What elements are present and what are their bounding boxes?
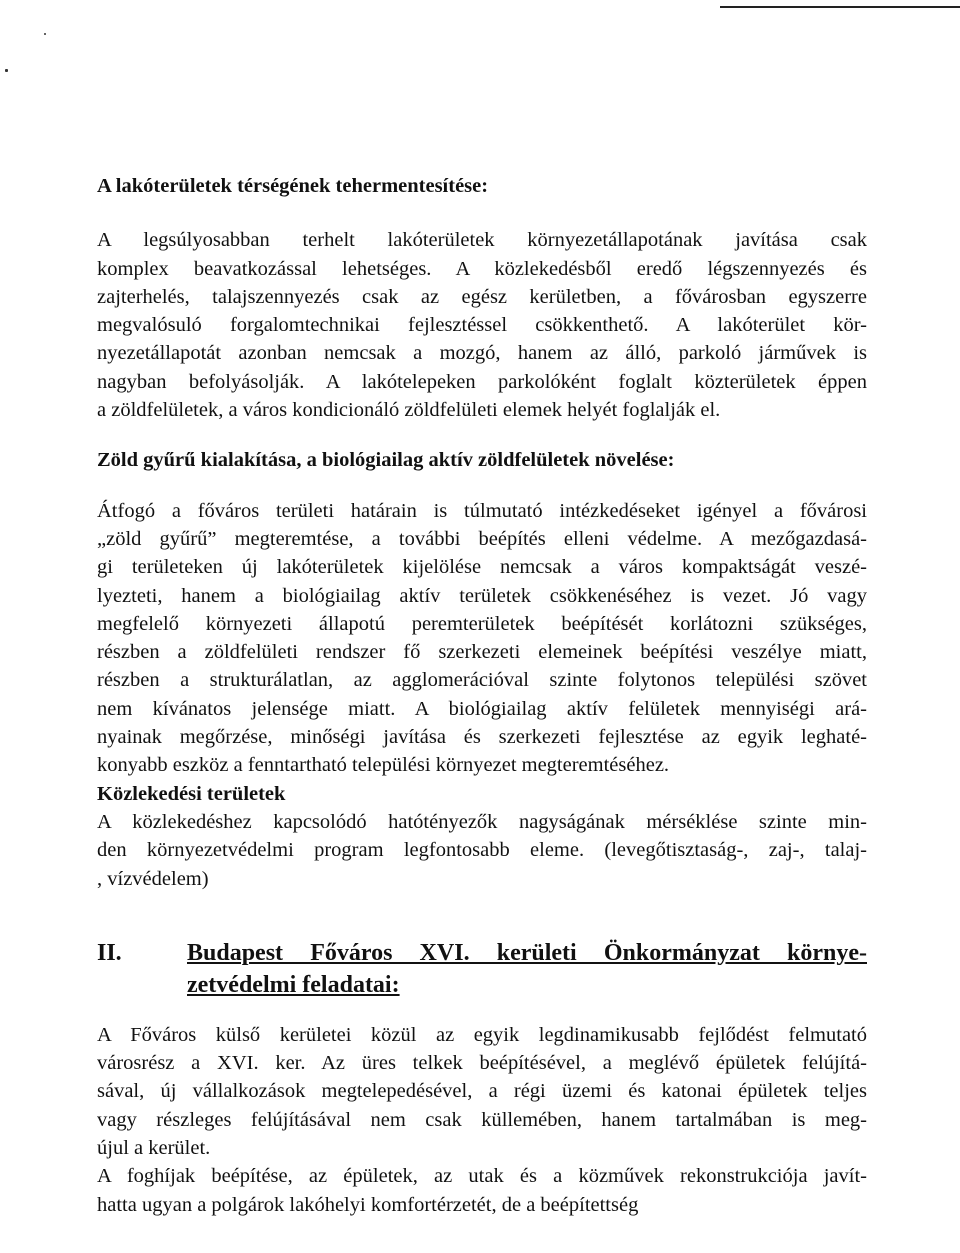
text-line: A Főváros külső kerületei közül az egyik legdinamikusabb fejlődést felmutató <box>97 1023 867 1046</box>
text-line: konyabb eszköz a fenntartható települési környezet megteremtéséhez. <box>97 754 670 777</box>
text-line: megfelelő környezeti állapotú peremterületek beépítését korlátozni szükséges, <box>97 612 867 635</box>
text-line: A legsúlyosabban terhelt lakóterületek környezetállapotának javítása csak <box>97 229 867 252</box>
text-line: újul a kerület. <box>97 1137 211 1160</box>
text-line: nagyban befolyásolják. A lakótelepeken parkolóként foglalt közterületek éppen <box>97 370 867 393</box>
text-line: nyezetállapotát azonban nemcsak a mozgó, hanem az álló, parkoló járművek is <box>97 342 867 365</box>
text-line: , vízvédelem) <box>97 867 209 890</box>
text-line: városrész a XVI. ker. Az üres telkek beépítésével, a meglévő épületek felújítá- <box>97 1052 867 1075</box>
text-line: Átfogó a főváros területi határain is túlmutató intézkedéseket igényel a fővárosi <box>97 499 867 522</box>
chapter-heading <box>187 937 867 1001</box>
document-page <box>97 172 867 1219</box>
text-line: gi területeken új lakóterületek kijelölése nemcsak a város kompaktságát veszé- <box>97 556 867 579</box>
paragraph-residential <box>97 226 867 424</box>
text-line: vagy részleges felújításával nem csak küllemében, hanem tartalmában is meg- <box>97 1108 867 1131</box>
scan-speck <box>44 33 46 35</box>
chapter-title <box>97 937 867 1001</box>
text-line: részben a zöldfelületi rendszer fő szerkezeti elemeinek beépítési veszélye miatt, <box>97 641 867 664</box>
text-line: komplex beavatkozással lehetséges. A közlekedésből eredő légszennyezés és <box>97 257 867 280</box>
paragraph-transport <box>97 808 867 893</box>
text-line: „zöld gyűrű” megteremtése, a további beépítés elleni védelme. A mezőgazdasá- <box>97 527 867 550</box>
text-line: nem kívánatos jelensége miatt. A biológiailag aktív felületek mennyiségi ará- <box>97 697 867 720</box>
text-line: zajterhelés, talajszennyezés csak az egész kerületben, a fővárosban egyszerre <box>97 285 867 308</box>
paragraph-district <box>97 1021 867 1219</box>
section-heading-green-ring: Zöld gyűrű kialakítása, a biológiailag aktív zöldfelületek növelése: <box>97 449 675 472</box>
text-line: A közlekedéshez kapcsolódó hatótényezők nagyságának mérséklése szinte min- <box>97 810 867 833</box>
paragraph-green-ring <box>97 497 867 780</box>
chapter-number: II. <box>97 939 122 966</box>
text-line: részben a strukturálatlan, az agglomerációval szinte folytonos települési szövet <box>97 669 867 692</box>
chapter-heading-line: Budapest Főváros XVI. kerületi Önkormányzat környe- <box>187 939 867 966</box>
text-line: nyainak megőrzése, minőségi javítása és szerkezeti fejlesztése az egyik leghaté- <box>97 726 867 749</box>
text-line: a zöldfelületek, a város kondicionáló zöldfelületi elemek helyét foglalják el. <box>97 399 721 422</box>
text-line: hatta ugyan a polgárok lakóhelyi komfortérzetét, de a beépítettség <box>97 1193 639 1216</box>
section-heading-residential: A lakóterületek térségének tehermentesítése: <box>97 175 489 197</box>
section-heading-transport: Közlekedési területek <box>97 782 286 805</box>
text-line: A foghíjak beépítése, az épületek, az utak és a közművek rekonstrukciója javít- <box>97 1165 867 1188</box>
top-border-rule <box>720 6 960 8</box>
chapter-heading-line: zetvédelmi feladatai: <box>187 971 400 998</box>
text-line: megvalósuló forgalomtechnikai fejlesztéssel csökkenthető. A lakóterület kör- <box>97 314 867 337</box>
scan-speck <box>5 69 8 72</box>
text-line: den környezetvédelmi program legfontosabb eleme. (levegőtisztaság-, zaj-, talaj- <box>97 839 867 862</box>
text-line: sával, új vállalkozások megtelepedésével, a régi üzemi és katonai épületek teljes <box>97 1080 867 1103</box>
text-line: lyezteti, hanem a biológiailag aktív területek csökkenéséhez is vezet. Jó vagy <box>97 584 867 607</box>
